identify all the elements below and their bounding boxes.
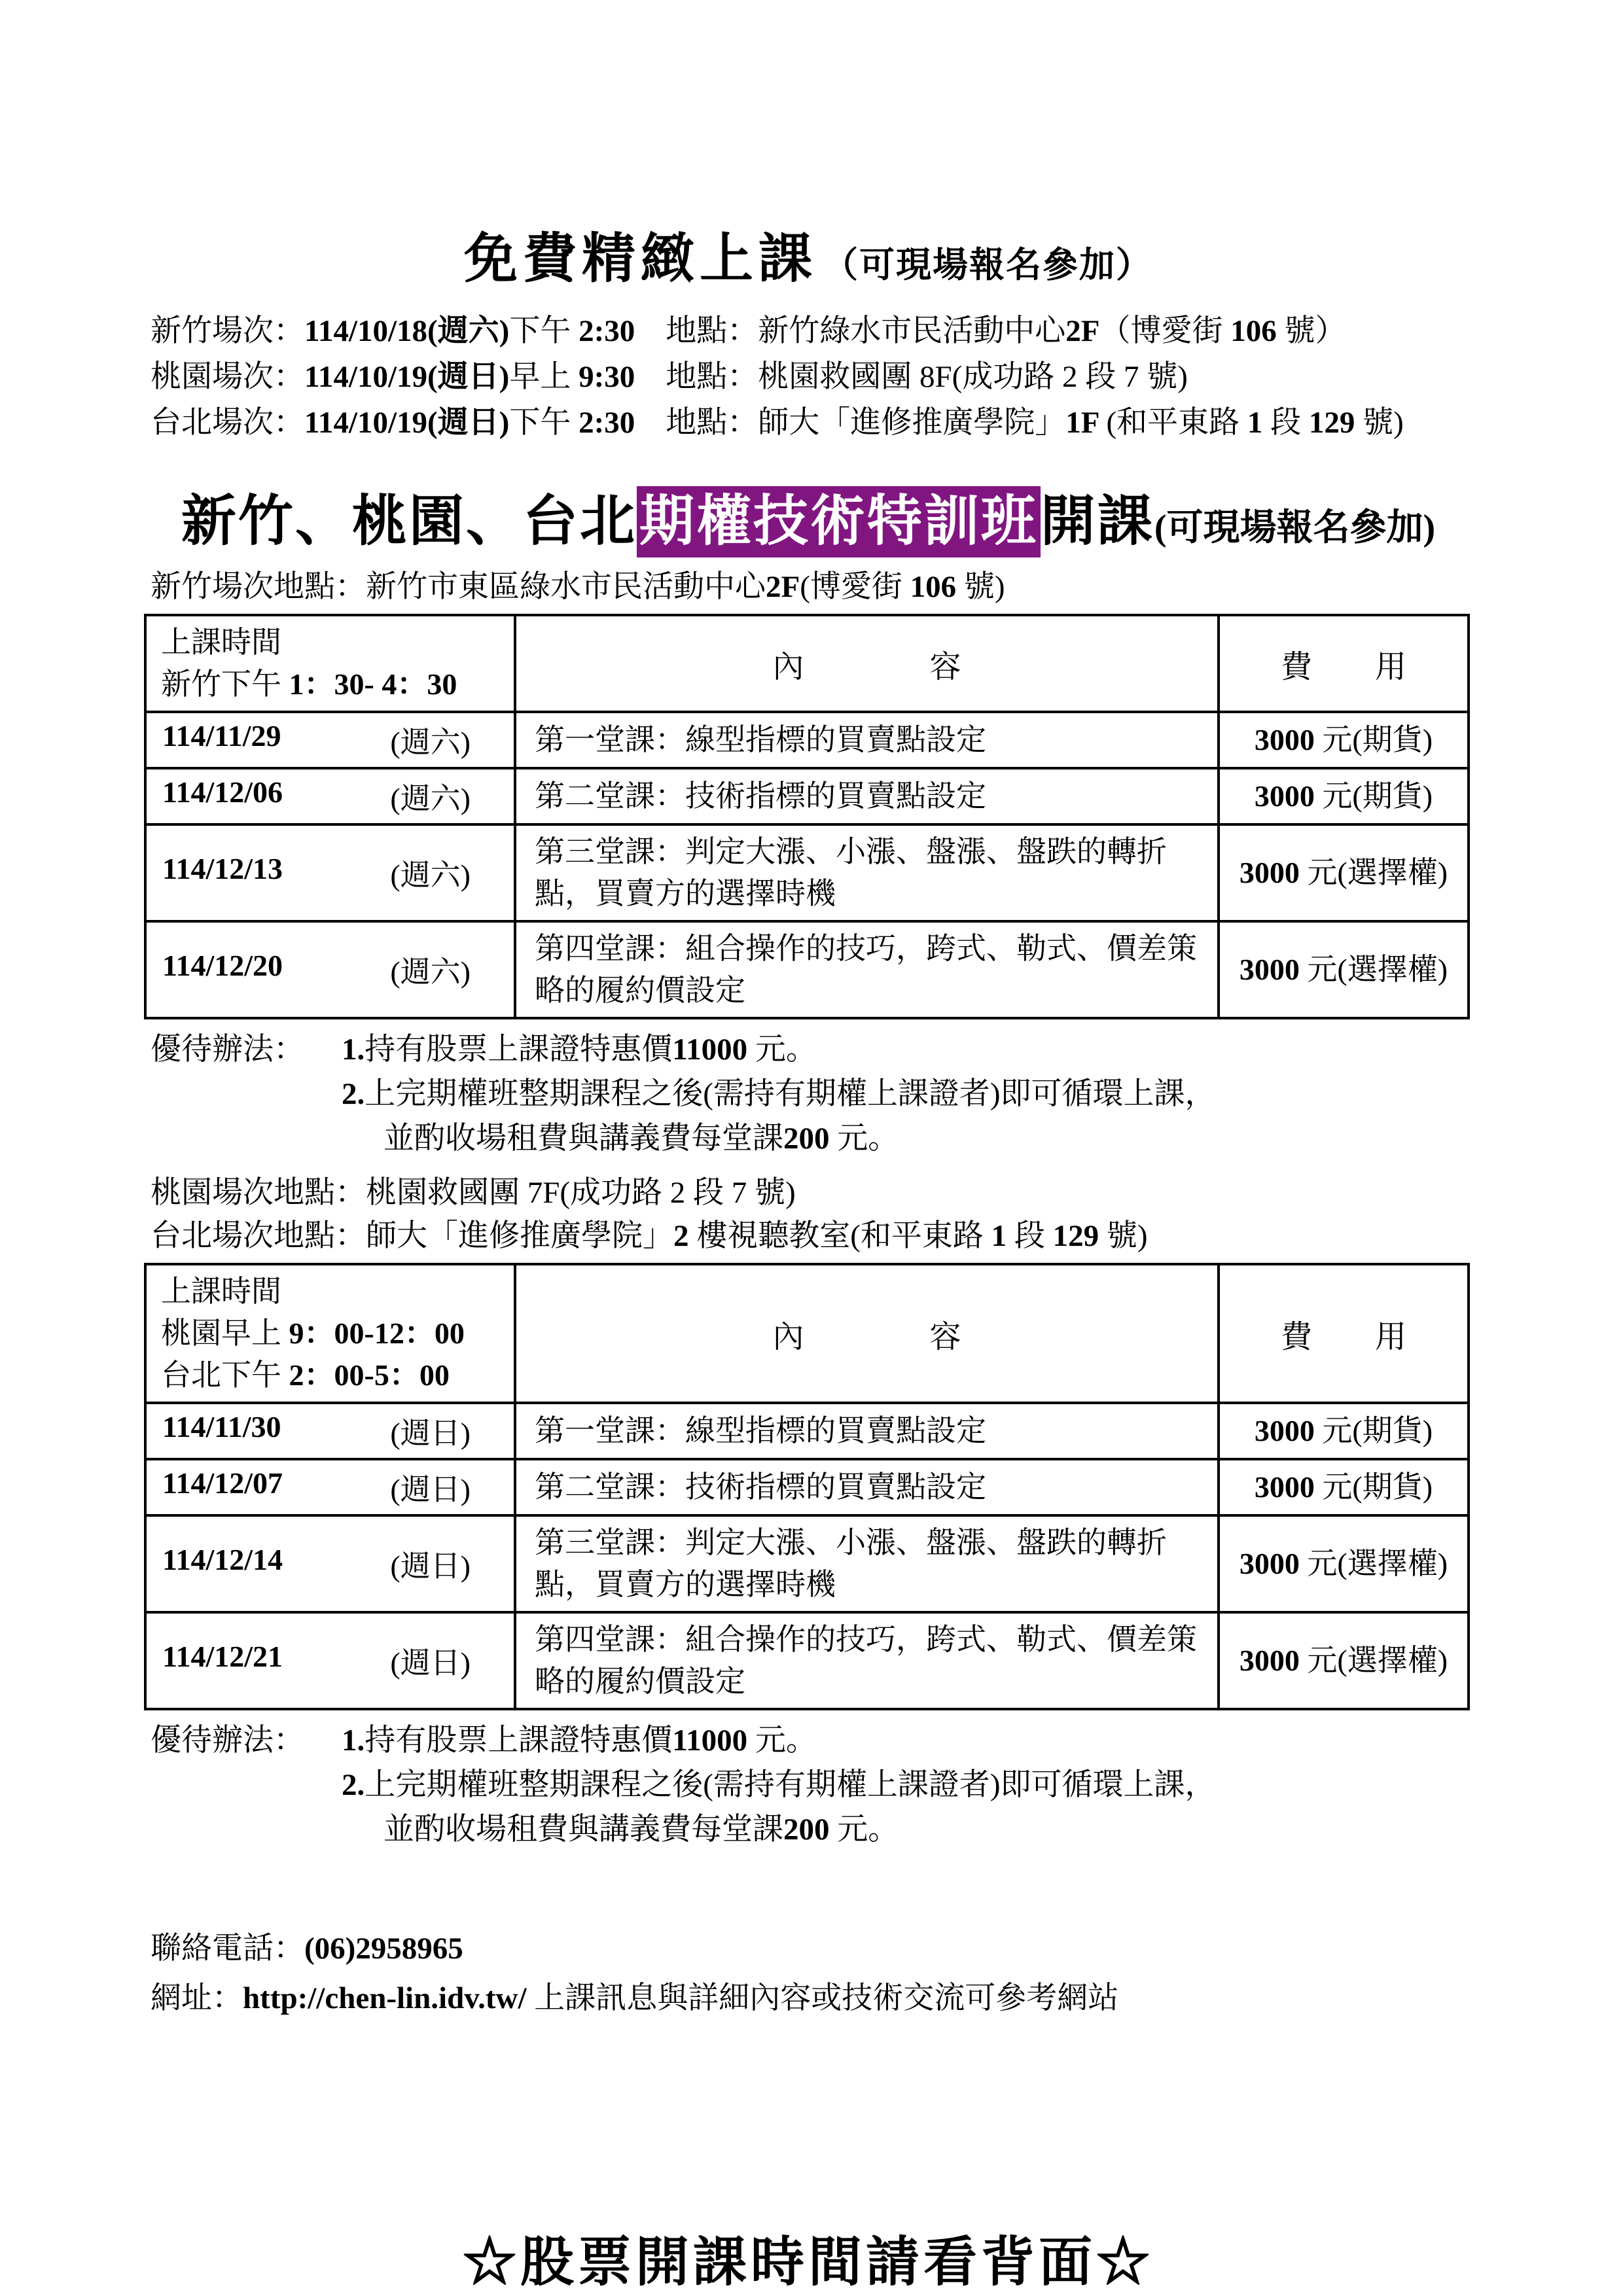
weekday-text: (週日) <box>390 1417 471 1450</box>
discount-item: 2.上完期權班整期課程之後(需持有期權上課證者)即可循環上課， <box>342 1768 1216 1802</box>
page-title-main: 免費精緻上課 <box>463 229 817 289</box>
content-cell: 第二堂課：技術指標的買賣點設定 <box>515 768 1219 824</box>
date-text: 114/12/13 <box>162 852 283 885</box>
content-header-cell: 內 容 <box>515 1264 1219 1403</box>
discount-label: 優待辦法： <box>151 1723 304 1757</box>
table-row <box>145 1515 1469 1612</box>
discount-section <box>151 1027 1466 1161</box>
discount-item: 並酌收場租費與講義費每堂課200 元。 <box>383 1812 899 1846</box>
discount-section <box>151 1718 1466 1852</box>
contact-phone-line: 聯絡電話：(06)2958965 <box>151 1932 463 1966</box>
fee-cell: 3000 元(期貨) <box>1219 768 1469 824</box>
weekday-text: (週日) <box>390 1646 471 1680</box>
time-header-line: 新竹下午 1：30- 4：30 <box>161 667 457 701</box>
content-cell: 第四堂課：組合操作的技巧，跨式、勒式、價差策略的履約價設定 <box>515 1612 1219 1709</box>
content-cell: 第二堂課：技術指標的買賣點設定 <box>515 1459 1219 1515</box>
venue-line-taipei: 台北場次地點：師大「進修推廣學院」2 樓視聽教室(和平東路 1 段 129 號) <box>151 1219 1148 1253</box>
page-title-subtitle: （可現場報名參加） <box>823 245 1152 285</box>
date-text: 114/11/29 <box>162 719 281 752</box>
time-header-line: 台北下午 2：00-5：00 <box>161 1358 450 1392</box>
discount-items <box>342 1027 1216 1161</box>
date-cell <box>145 824 515 921</box>
weekday-text: (週日) <box>390 1473 471 1506</box>
discount-item: 並酌收場租費與講義費每堂課200 元。 <box>383 1122 899 1156</box>
content-cell: 第四堂課：組合操作的技巧，跨式、勒式、價差策略的履約價設定 <box>515 921 1219 1018</box>
table-row <box>145 1403 1469 1459</box>
discount-items <box>342 1718 1216 1852</box>
time-header-cell <box>145 615 515 712</box>
weekday-text: (週六) <box>390 726 471 759</box>
table-row <box>145 1459 1469 1515</box>
weekday-text: (週日) <box>390 1549 471 1583</box>
fee-cell: 3000 元(選擇權) <box>1219 1515 1469 1612</box>
date-cell <box>145 1403 515 1459</box>
table-header-row <box>145 615 1469 712</box>
date-cell <box>145 1612 515 1709</box>
content-header-cell: 內 容 <box>515 615 1219 712</box>
date-cell <box>145 921 515 1018</box>
fee-cell: 3000 元(選擇權) <box>1219 824 1469 921</box>
discount-item: 1.持有股票上課證特惠價11000 元。 <box>342 1723 817 1757</box>
fee-cell: 3000 元(期貨) <box>1219 712 1469 768</box>
weekday-text: (週六) <box>390 955 471 989</box>
fee-cell: 3000 元(選擇權) <box>1219 1612 1469 1709</box>
date-text: 114/12/20 <box>162 949 283 982</box>
course-title: 新竹、桃園、台北期權技術特訓班開課(可現場報名參加) <box>151 477 1466 556</box>
content-cell: 第一堂課：線型指標的買賣點設定 <box>515 712 1219 768</box>
hsinchu-schedule-table <box>144 614 1470 1019</box>
session-line-taoyuan: 桃園場次：114/10/19(週日)早上 9:30 地點：桃園救國團 8F(成功路 2 段 7 號) <box>151 360 1188 394</box>
table-header-row <box>145 1264 1469 1403</box>
content-cell: 第三堂課：判定大漲、小漲、盤漲、盤跌的轉折點，買賣方的選擇時機 <box>515 1515 1219 1612</box>
weekday-text: (週六) <box>390 858 471 892</box>
fee-header-cell: 費 用 <box>1219 615 1469 712</box>
table-row <box>145 824 1469 921</box>
date-cell <box>145 768 515 824</box>
page-title <box>151 216 1466 292</box>
date-text: 114/12/06 <box>162 775 283 809</box>
taoyuan-taipei-schedule-table <box>144 1263 1470 1710</box>
table-row <box>145 921 1469 1018</box>
date-cell <box>145 1515 515 1612</box>
discount-item: 2.上完期權班整期課程之後(需持有期權上課證者)即可循環上課， <box>342 1077 1216 1111</box>
fee-cell: 3000 元(期貨) <box>1219 1403 1469 1459</box>
fee-cell: 3000 元(選擇權) <box>1219 921 1469 1018</box>
time-header-line: 上課時間 <box>161 626 281 659</box>
contact-section <box>151 1924 1466 2023</box>
content-cell: 第三堂課：判定大漲、小漲、盤漲、盤跌的轉折點，買賣方的選擇時機 <box>515 824 1219 921</box>
weekday-text: (週六) <box>390 782 471 815</box>
session-line-hsinchu: 新竹場次：114/10/18(週六)下午 2:30 地點：新竹綠水市民活動中心2F（博愛街 106 號） <box>151 314 1346 348</box>
free-session-list <box>151 308 1466 446</box>
date-cell <box>145 712 515 768</box>
time-header-cell <box>145 1264 515 1403</box>
time-header-line: 上課時間 <box>161 1275 281 1308</box>
date-text: 114/12/21 <box>162 1640 283 1673</box>
date-text: 114/12/14 <box>162 1543 283 1576</box>
discount-label: 優待辦法： <box>151 1033 304 1067</box>
fee-header-cell: 費 用 <box>1219 1264 1469 1403</box>
footer-note: ☆股票開課時間請看背面☆ <box>462 2233 1154 2292</box>
date-text: 114/11/30 <box>162 1410 281 1443</box>
discount-item: 1.持有股票上課證特惠價11000 元。 <box>342 1033 817 1067</box>
date-text: 114/12/07 <box>162 1466 283 1500</box>
session-line-taipei: 台北場次：114/10/19(週日)下午 2:30 地點：師大「進修推廣學院」1F (和平東路 1 段 129 號) <box>151 406 1404 440</box>
date-cell <box>145 1459 515 1515</box>
contact-website-line: 網址：http://chen-lin.idv.tw/ 上課訊息與詳細內容或技術交流可參考網站 <box>151 1981 1119 2015</box>
time-header-line: 桃園早上 9：00-12：00 <box>161 1316 465 1350</box>
content-cell: 第一堂課：線型指標的買賣點設定 <box>515 1403 1219 1459</box>
table-row <box>145 1612 1469 1709</box>
table-row <box>145 712 1469 768</box>
venue-line-hsinchu: 新竹場次地點：新竹市東區綠水市民活動中心2F(博愛街 106 號) <box>151 570 1005 604</box>
table-row <box>145 768 1469 824</box>
venue-line-taoyuan: 桃園場次地點：桃園救國團 7F(成功路 2 段 7 號) <box>151 1176 796 1210</box>
fee-cell: 3000 元(期貨) <box>1219 1459 1469 1515</box>
